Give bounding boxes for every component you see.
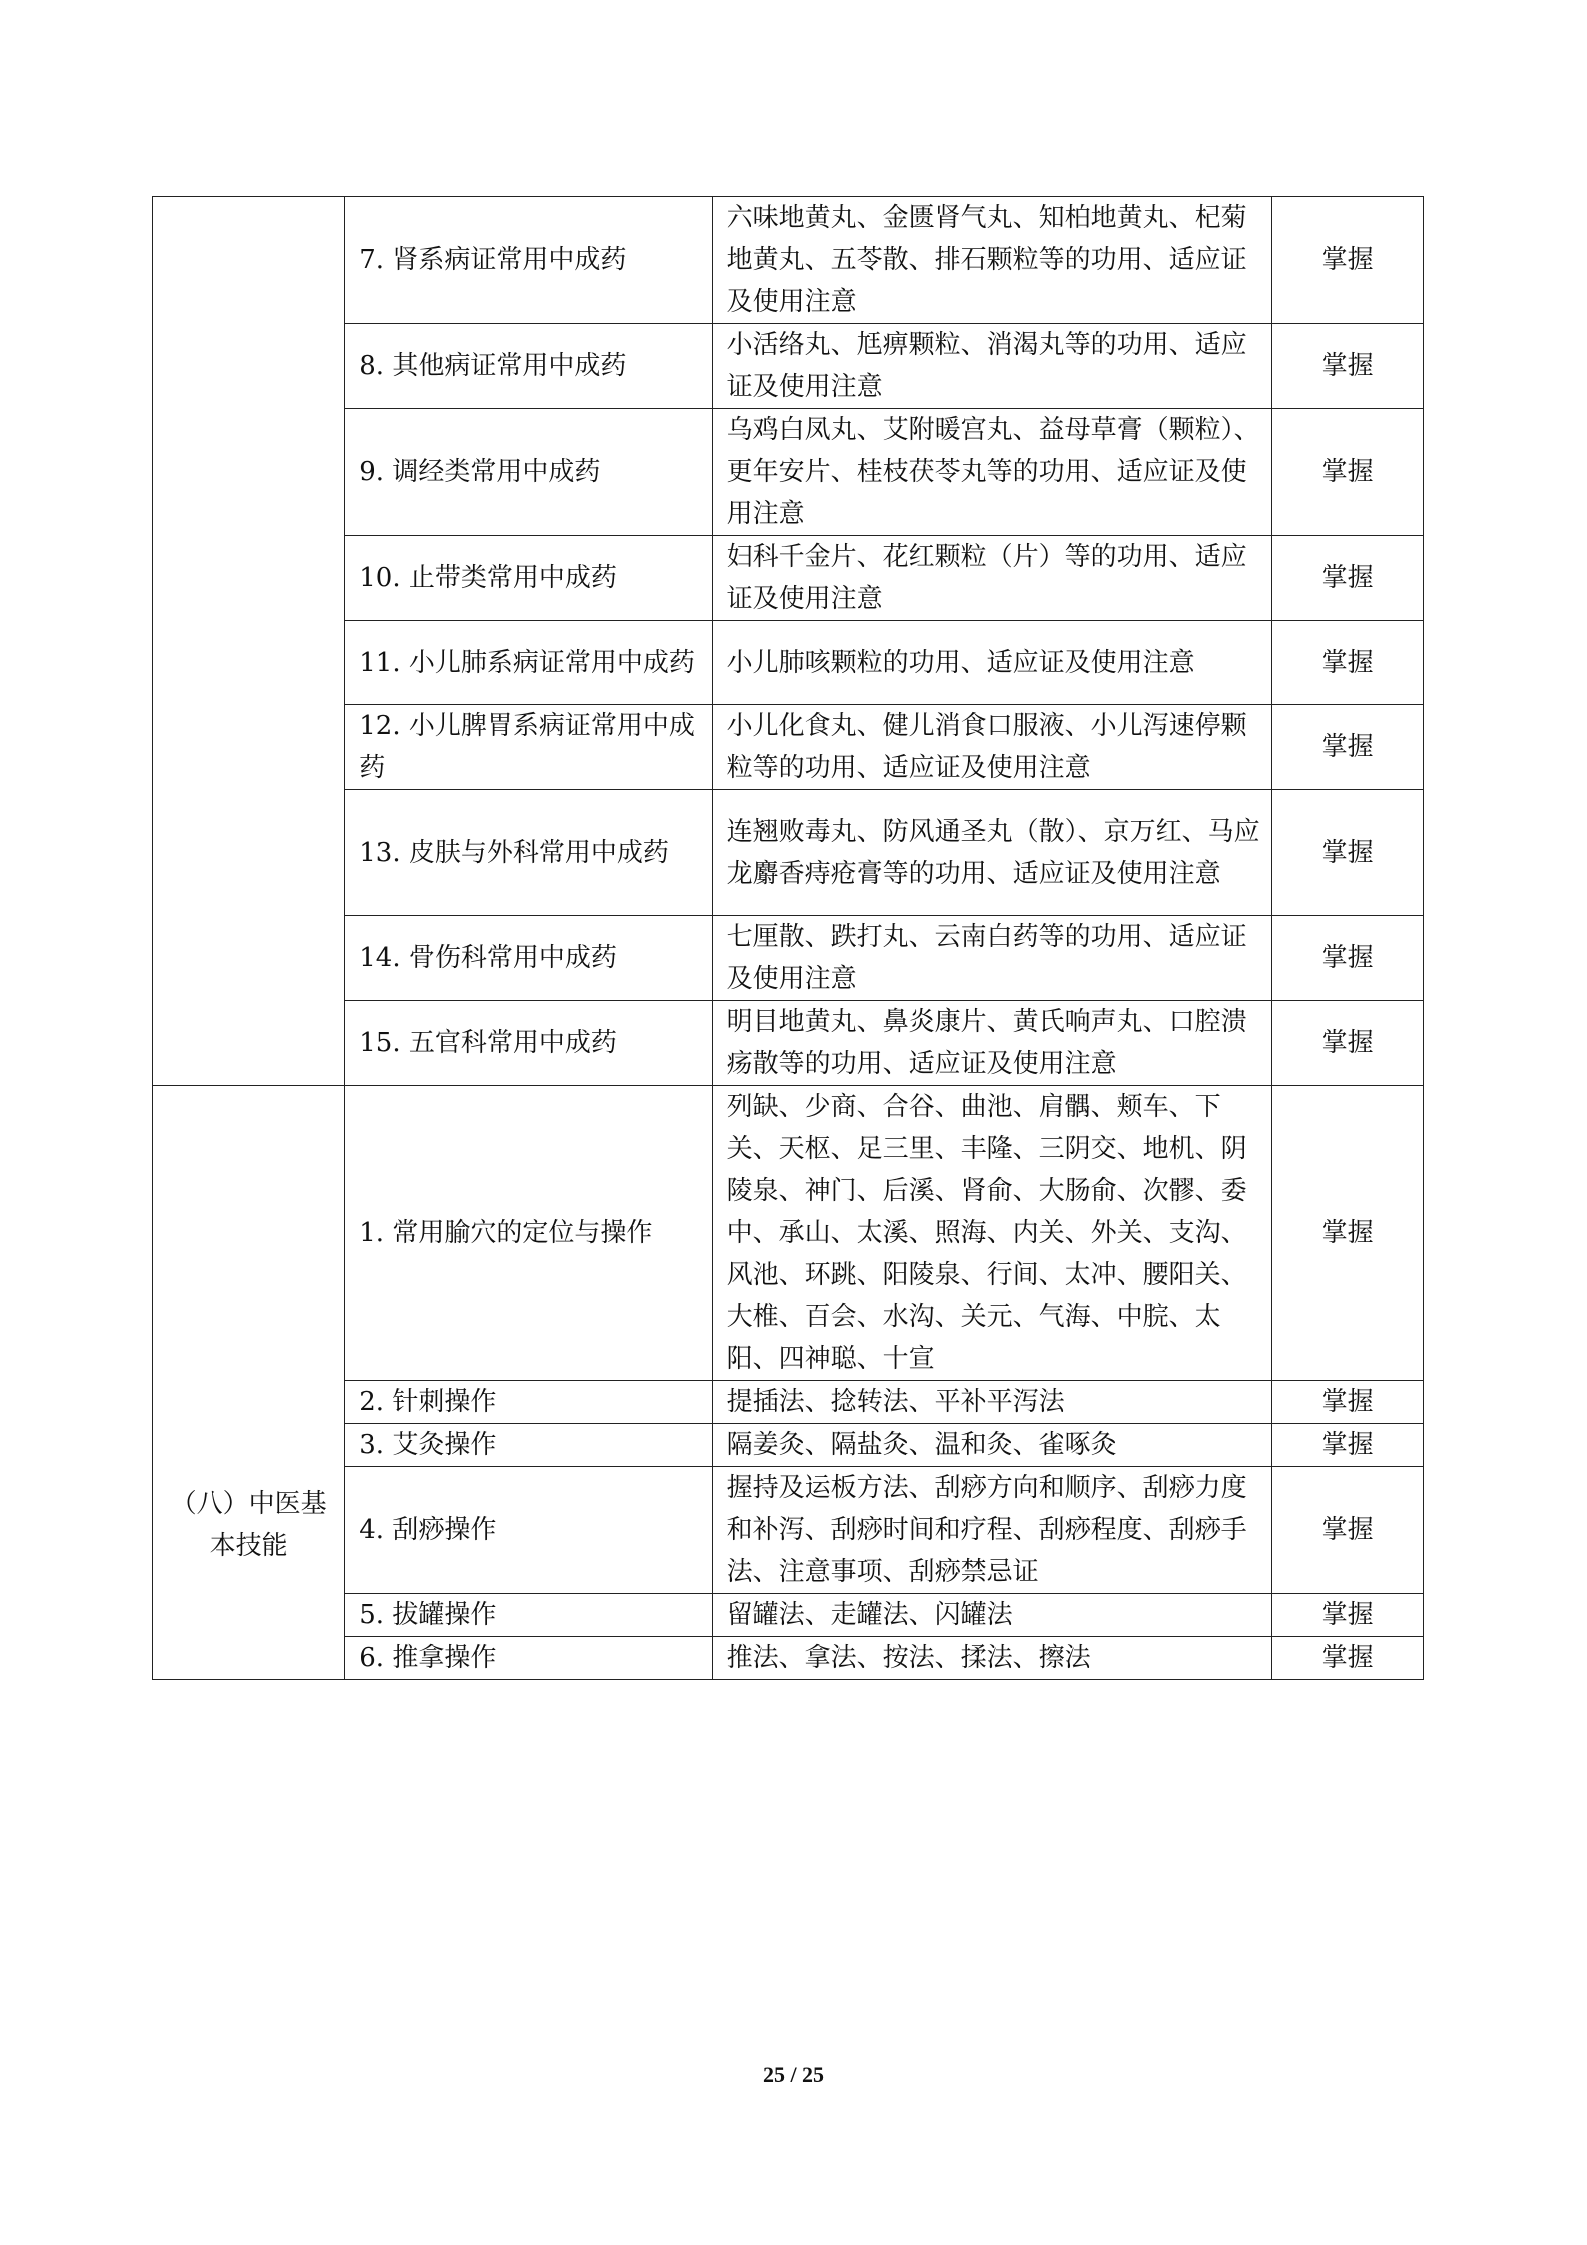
level-cell: 掌握 [1272,1424,1424,1467]
content-cell: 留罐法、走罐法、闪罐法 [712,1594,1272,1637]
topic-cell: 2. 针刺操作 [345,1381,712,1424]
content-cell: 握持及运板方法、刮痧方向和顺序、刮痧力度和补泻、刮痧时间和疗程、刮痧程度、刮痧手法、注意事项、刮痧禁忌证 [712,1467,1272,1594]
level-cell: 掌握 [1272,621,1424,705]
level-cell: 掌握 [1272,705,1424,790]
content-cell: 明目地黄丸、鼻炎康片、黄氏响声丸、口腔溃疡散等的功用、适应证及使用注意 [712,1001,1272,1086]
syllabus-table [152,196,1424,1680]
topic-cell: 3. 艾灸操作 [345,1424,712,1467]
topic-cell: 8. 其他病证常用中成药 [345,324,712,409]
topic-cell: 12. 小儿脾胃系病证常用中成药 [345,705,712,790]
table-row [153,1086,1424,1381]
topic-cell: 13. 皮肤与外科常用中成药 [345,790,712,916]
topic-cell: 4. 刮痧操作 [345,1467,712,1594]
topic-cell: 5. 拔罐操作 [345,1594,712,1637]
content-cell: 连翘败毒丸、防风通圣丸（散）、京万红、马应龙麝香痔疮膏等的功用、适应证及使用注意 [712,790,1272,916]
content-cell: 妇科千金片、花红颗粒（片）等的功用、适应证及使用注意 [712,536,1272,621]
level-cell: 掌握 [1272,916,1424,1001]
topic-cell: 14. 骨伤科常用中成药 [345,916,712,1001]
level-cell: 掌握 [1272,1637,1424,1680]
level-cell: 掌握 [1272,1467,1424,1594]
content-cell: 六味地黄丸、金匮肾气丸、知柏地黄丸、杞菊地黄丸、五苓散、排石颗粒等的功用、适应证及使用注意 [712,197,1272,324]
level-cell: 掌握 [1272,324,1424,409]
content-cell: 小儿肺咳颗粒的功用、适应证及使用注意 [712,621,1272,705]
level-cell: 掌握 [1272,1381,1424,1424]
topic-cell: 15. 五官科常用中成药 [345,1001,712,1086]
page-number: 25 / 25 [762,2062,825,2087]
content-cell: 提插法、捻转法、平补平泻法 [712,1381,1272,1424]
topic-cell: 6. 推拿操作 [345,1637,712,1680]
content-cell: 隔姜灸、隔盐灸、温和灸、雀啄灸 [712,1424,1272,1467]
level-cell: 掌握 [1272,536,1424,621]
level-cell: 掌握 [1272,1594,1424,1637]
level-cell: 掌握 [1272,197,1424,324]
level-cell: 掌握 [1272,790,1424,916]
topic-cell: 9. 调经类常用中成药 [345,409,712,536]
section-cell-basic-skills: （八）中医基本技能 [153,1086,345,1680]
topic-cell: 11. 小儿肺系病证常用中成药 [345,621,712,705]
content-cell: 七厘散、跌打丸、云南白药等的功用、适应证及使用注意 [712,916,1272,1001]
content-cell: 小儿化食丸、健儿消食口服液、小儿泻速停颗粒等的功用、适应证及使用注意 [712,705,1272,790]
content-cell: 列缺、少商、合谷、曲池、肩髃、颊车、下关、天枢、足三里、丰隆、三阴交、地机、阴陵泉、神门、后溪、肾俞、大肠俞、次髎、委中、承山、太溪、照海、内关、外关、支沟、风池、环跳、阳陵泉、行间、太冲、腰阳关、大椎、百会、水沟、关元、气海、中脘、太阳、四神聪、十宣 [712,1086,1272,1381]
content-cell: 乌鸡白凤丸、艾附暖宫丸、益母草膏（颗粒）、更年安片、桂枝茯苓丸等的功用、适应证及使用注意 [712,409,1272,536]
content-cell: 小活络丸、尪痹颗粒、消渴丸等的功用、适应证及使用注意 [712,324,1272,409]
table-row [153,197,1424,324]
topic-cell: 1. 常用腧穴的定位与操作 [345,1086,712,1381]
content-cell: 推法、拿法、按法、揉法、擦法 [712,1637,1272,1680]
level-cell: 掌握 [1272,409,1424,536]
level-cell: 掌握 [1272,1086,1424,1381]
topic-cell: 10. 止带类常用中成药 [345,536,712,621]
section-cell-continued [153,197,345,1086]
topic-cell: 7. 肾系病证常用中成药 [345,197,712,324]
level-cell: 掌握 [1272,1001,1424,1086]
